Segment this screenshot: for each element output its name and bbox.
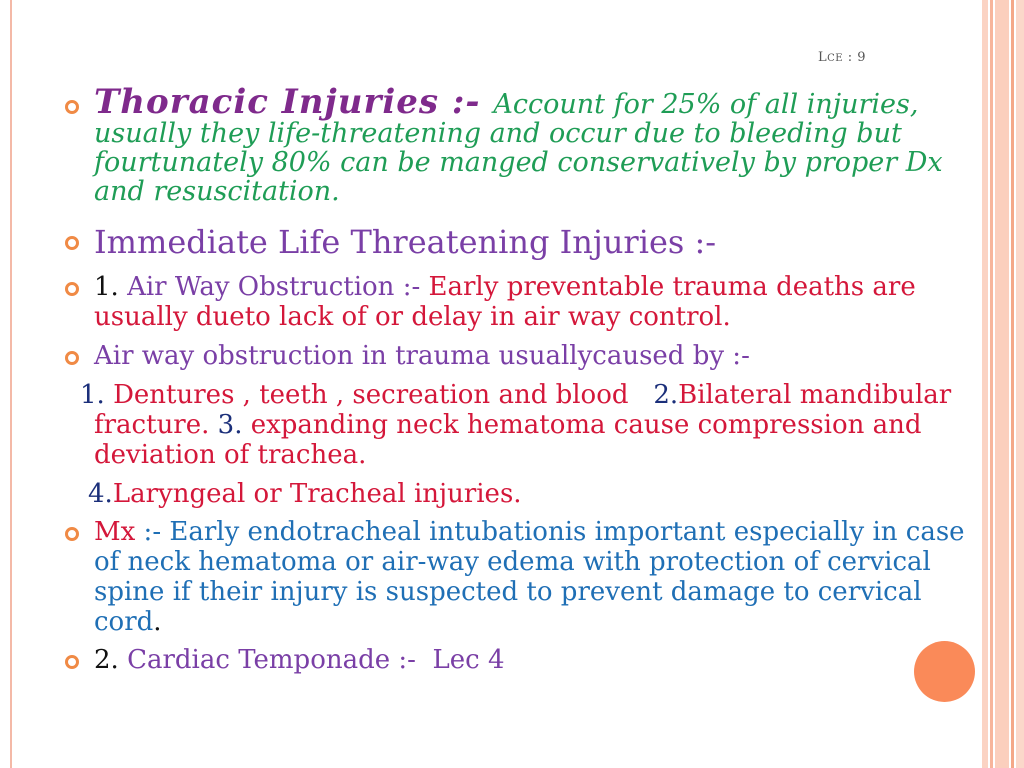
cause-4: Laryngeal or Tracheal injuries. — [112, 479, 522, 509]
airway-title: Air Way Obstruction — [127, 272, 395, 302]
airway-item: 1. Air Way Obstruction :- Early preventable trauma deaths are usually dueto lack of or delay in air way control. — [94, 272, 974, 332]
causes-list: 1. Dentures , teeth , secreation and blood 2.Bilateral mandibular fracture. 3. expanding neck hematoma cause compression and deviation of trachea. — [80, 380, 952, 470]
bullet-icon — [65, 282, 79, 296]
section-title: Immediate Life Threatening Injuries :- — [94, 223, 717, 261]
intro-text-rest: usually they life-threatening and occur due to bleeding but fourtunately 80% can be manged conservatively by proper Dx and resuscitation. — [94, 118, 943, 207]
management-label: Mx — [94, 517, 136, 547]
airway-text: Early preventable trauma deaths are usually dueto lack of or delay in air way control. — [94, 272, 916, 332]
bullet-icon — [65, 100, 79, 114]
causes-intro: Air way obstruction in trauma usuallycaused by :- — [94, 341, 750, 371]
section-title-item — [94, 224, 974, 260]
heading-separator: :- — [439, 82, 494, 122]
intro-item — [94, 82, 974, 207]
left-border-line — [10, 0, 12, 768]
right-decorative-stripes — [982, 0, 1024, 768]
cause-2: Bilateral mandibular fracture. — [94, 380, 952, 440]
causes-intro-item — [94, 341, 974, 371]
bullet-icon — [65, 655, 79, 669]
bullet-icon — [65, 527, 79, 541]
cardiac-item: 2. Cardiac Temponade :- Lec 4 — [94, 645, 974, 675]
bullet-icon — [65, 351, 79, 365]
intro-text-first: Account for 25% of all injuries, — [493, 89, 919, 120]
slide-number: LCE : 9 — [818, 50, 867, 65]
management-item: Mx :- Early endotracheal intubationis important especially in case of neck hematoma or air-way edema with protection of cervical spine if their injury is suspected to prevent damage to cervical cord. — [94, 517, 974, 637]
cause-3: expanding neck hematoma cause compression and deviation of trachea. — [94, 410, 922, 470]
cause-1: Dentures , teeth , secreation and blood — [113, 380, 629, 410]
heading: Thoracic Injuries — [94, 82, 440, 122]
management-text: Early endotracheal intubationis important especially in case of neck hematoma or air-way edema with protection of cervical spine if their injury is suspected to prevent damage to cervical cord — [94, 517, 965, 637]
cardiac-ref: Lec 4 — [415, 645, 505, 675]
cause-4-item: 4.Laryngeal or Tracheal injuries. — [88, 479, 522, 509]
bullet-icon — [65, 236, 79, 250]
cardiac-title: Cardiac Temponade :- — [127, 645, 416, 675]
